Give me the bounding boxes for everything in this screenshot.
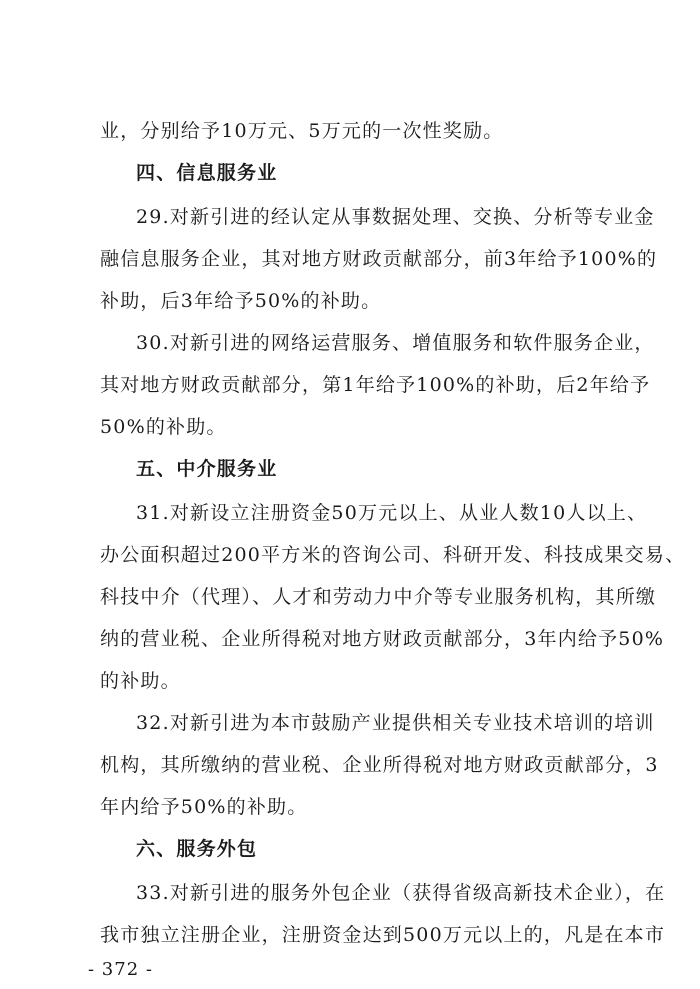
- body-line: 30.对新引进的网络运营服务、增值服务和软件服务企业，: [136, 332, 655, 354]
- body-line: 科技中介（代理）、人才和劳动力中介等专业服务机构，其所缴: [100, 586, 657, 608]
- section-heading: 四、信息服务业: [136, 162, 278, 184]
- body-line: 业，分别给予10万元、5万元的一次性奖励。: [100, 120, 504, 142]
- body-line: 33.对新引进的服务外包企业（获得省级高新技术企业），在: [136, 882, 666, 904]
- body-line: 31.对新设立注册资金50万元以上、从业人数10人以上、: [136, 502, 648, 524]
- body-line: 补助，后3年给予50%的补助。: [100, 290, 382, 312]
- body-line: 其对地方财政贡献部分，第1年给予100%的补助，后2年给予: [100, 374, 651, 396]
- body-line: 纳的营业税、企业所得税对地方财政贡献部分，3年内给予50%: [100, 628, 665, 650]
- body-line: 的补助。: [100, 670, 181, 692]
- body-line: 32.对新引进为本市鼓励产业提供相关专业技术培训的培训: [136, 712, 655, 734]
- section-heading: 六、服务外包: [136, 838, 258, 860]
- body-line: 我市独立注册企业，注册资金达到500万元以上的，凡是在本市: [100, 924, 666, 946]
- body-line: 融信息服务企业，其对地方财政贡献部分，前3年给予100%的: [100, 248, 658, 270]
- section-heading: 五、中介服务业: [136, 458, 278, 480]
- body-line: 办公面积超过200平方米的咨询公司、科研开发、科技成果交易、: [100, 544, 686, 566]
- body-line: 机构，其所缴纳的营业税、企业所得税对地方财政贡献部分，3: [100, 754, 659, 776]
- page-number: - 372 -: [88, 959, 153, 980]
- body-line: 29.对新引进的经认定从事数据处理、交换、分析等专业金: [136, 206, 655, 228]
- body-line: 年内给予50%的补助。: [100, 796, 308, 818]
- body-line: 50%的补助。: [100, 416, 227, 438]
